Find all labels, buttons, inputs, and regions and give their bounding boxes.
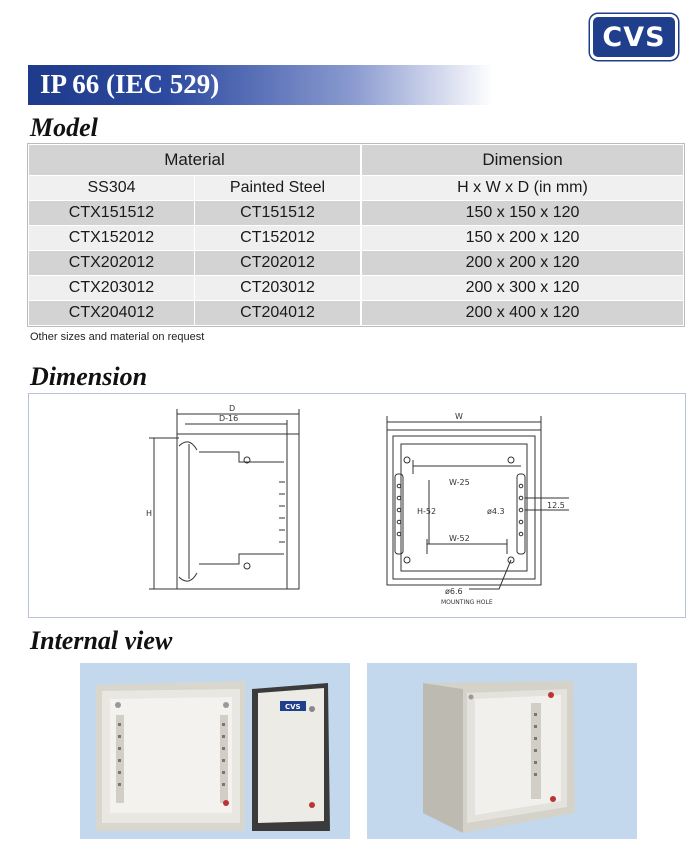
table-row (29, 201, 684, 226)
ss304-cell: CTX203012 (29, 276, 195, 301)
photo-enclosure-open-door (80, 663, 350, 839)
table-row (29, 226, 684, 251)
dimension-cell: 150 x 150 x 120 (361, 201, 684, 226)
ss304-cell: CTX151512 (29, 201, 195, 226)
internal-view-section-title: Internal view (30, 626, 173, 655)
ss304-header: SS304 (29, 176, 195, 201)
material-header: Material (29, 145, 362, 176)
model-section-title: Model (30, 113, 98, 142)
pitch-label: 12.5 (547, 501, 565, 510)
door-badge-text: CVS (285, 703, 301, 711)
ip-rating-banner (28, 65, 493, 105)
dimension-cell: 200 x 400 x 120 (361, 301, 684, 326)
table-sub-header-row (29, 176, 684, 201)
banner-title: IP 66 (IEC 529) (40, 69, 220, 99)
dim-d-label: D (229, 404, 236, 413)
painted-steel-header: Painted Steel (195, 176, 362, 201)
ss304-cell: CTX202012 (29, 251, 195, 276)
enclosure-angle-illustration (367, 663, 637, 839)
dim-w-label: W (455, 412, 463, 421)
table-row (29, 276, 684, 301)
dimension-cell: 200 x 300 x 120 (361, 276, 684, 301)
ss304-cell: CTX152012 (29, 226, 195, 251)
logo-text: CVS (602, 21, 666, 53)
dimension-drawing-panel (28, 393, 686, 618)
dim-h-label: H (146, 509, 153, 518)
technical-drawing (29, 394, 685, 617)
painted-cell: CT152012 (195, 226, 362, 251)
painted-cell: CT204012 (195, 301, 362, 326)
table-row (29, 301, 684, 326)
dim-w25-label: W-25 (449, 478, 470, 487)
painted-cell: CT202012 (195, 251, 362, 276)
dim-h52-label: H-52 (417, 507, 437, 516)
photo-enclosure-angle (367, 663, 637, 839)
dimension-section-title: Dimension (30, 362, 148, 391)
table-row (29, 251, 684, 276)
ss304-cell: CTX204012 (29, 301, 195, 326)
side-view-drawing (146, 404, 299, 589)
dimension-cell: 150 x 200 x 120 (361, 226, 684, 251)
front-view-drawing (387, 412, 569, 606)
mounting-diameter-label: ø6.6 (445, 587, 463, 596)
table-group-header-row (29, 145, 684, 176)
painted-cell: CT151512 (195, 201, 362, 226)
dim-w52-label: W-52 (449, 534, 470, 543)
mounting-hole-label: MOUNTING HOLE (441, 599, 493, 606)
painted-cell: CT203012 (195, 276, 362, 301)
dimension-cell: 200 x 200 x 120 (361, 251, 684, 276)
cvs-logo (590, 14, 678, 60)
dim-d16-label: D-16 (219, 414, 239, 423)
model-table (28, 144, 684, 326)
hole-diameter-label: ø4.3 (487, 507, 505, 516)
sizes-note: Other sizes and material on request (30, 331, 205, 343)
enclosure-open-illustration (80, 663, 350, 839)
dimension-header: Dimension (361, 145, 684, 176)
hwd-header: H x W x D (in mm) (361, 176, 684, 201)
